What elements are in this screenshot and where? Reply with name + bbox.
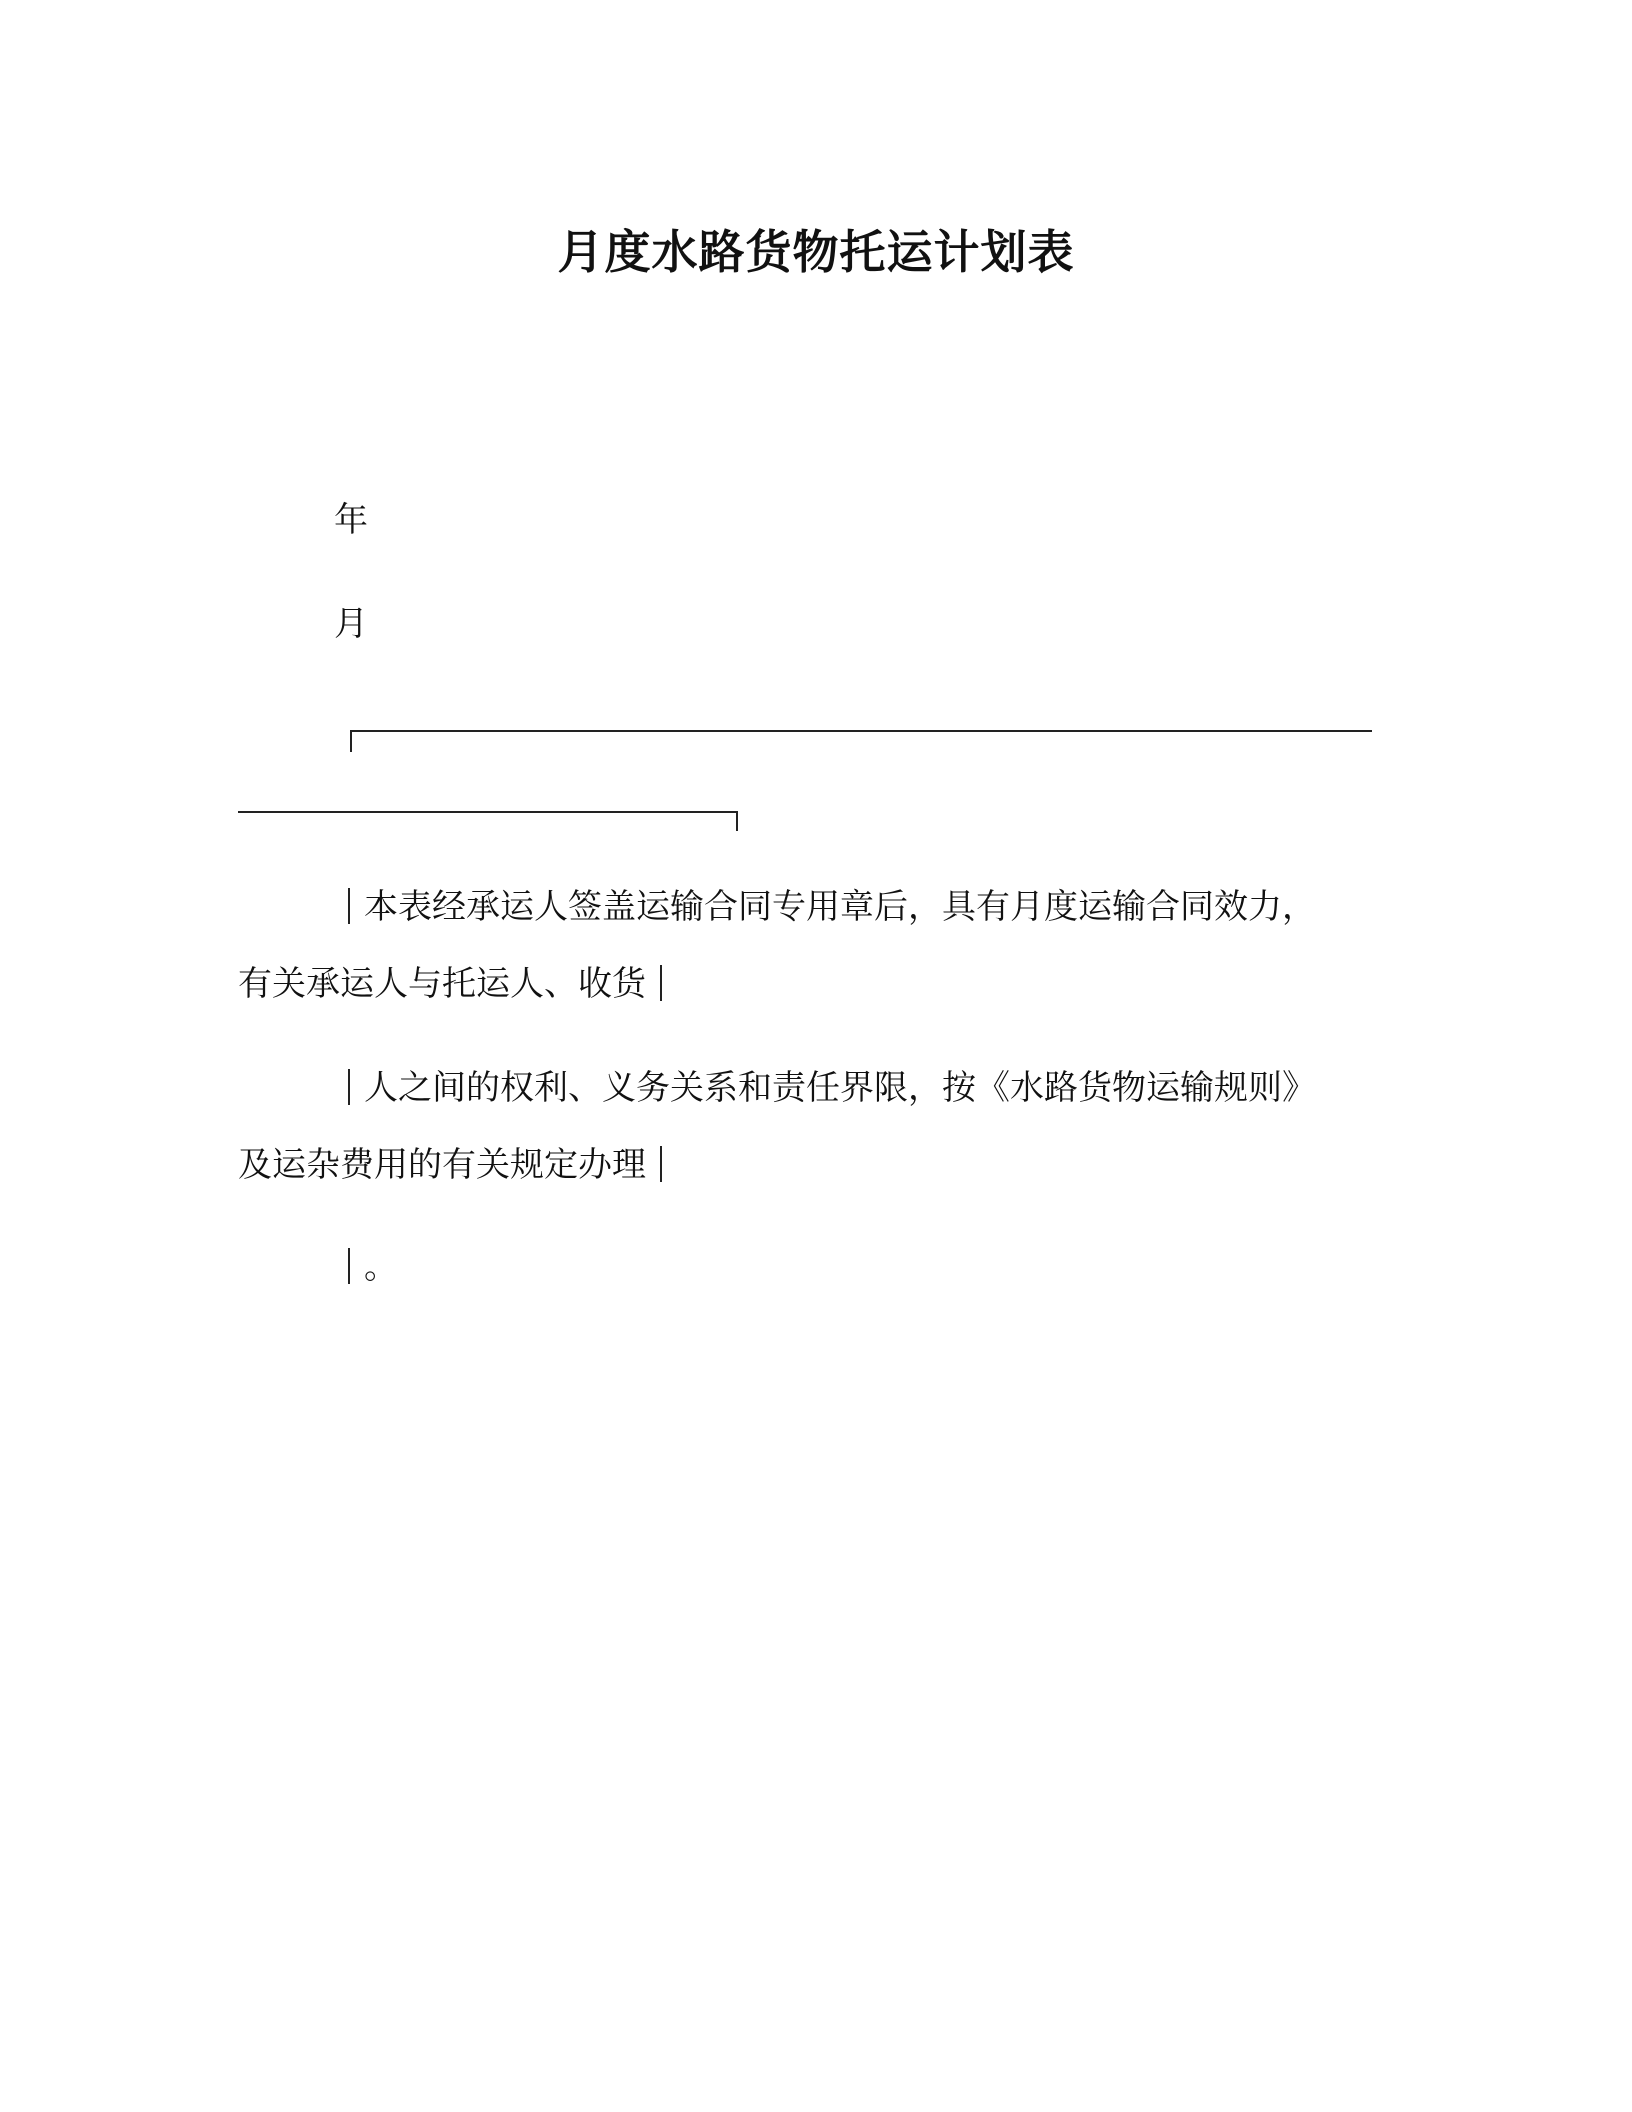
table-bottom-rule [238,811,738,831]
note-line-2 [238,962,662,1006]
month-label: 月 [334,604,368,644]
note-text-2: 有关承运人与托运人、收货 [238,964,646,1004]
table-top-rule [350,730,1372,752]
year-label: 年 [334,500,368,540]
note-line-3 [348,1066,1316,1110]
note-line-5 [348,1245,398,1289]
left-border-mark [348,1248,350,1284]
note-text-3: 人之间的权利、义务关系和责任界限，按《水路货物运输规则》 [364,1068,1316,1108]
left-border-mark [348,888,350,924]
right-border-mark [660,965,662,1001]
note-text-4: 及运杂费用的有关规定办理 [238,1145,646,1185]
note-text-1: 本表经承运人签盖运输合同专用章后，具有月度运输合同效力， [364,887,1316,927]
note-line-4 [238,1143,662,1187]
note-line-1 [348,885,1316,929]
note-text-5: 。 [364,1247,398,1287]
right-border-mark [660,1146,662,1182]
left-border-mark [348,1069,350,1105]
page-title: 月度水路货物托运计划表 [557,225,1075,279]
